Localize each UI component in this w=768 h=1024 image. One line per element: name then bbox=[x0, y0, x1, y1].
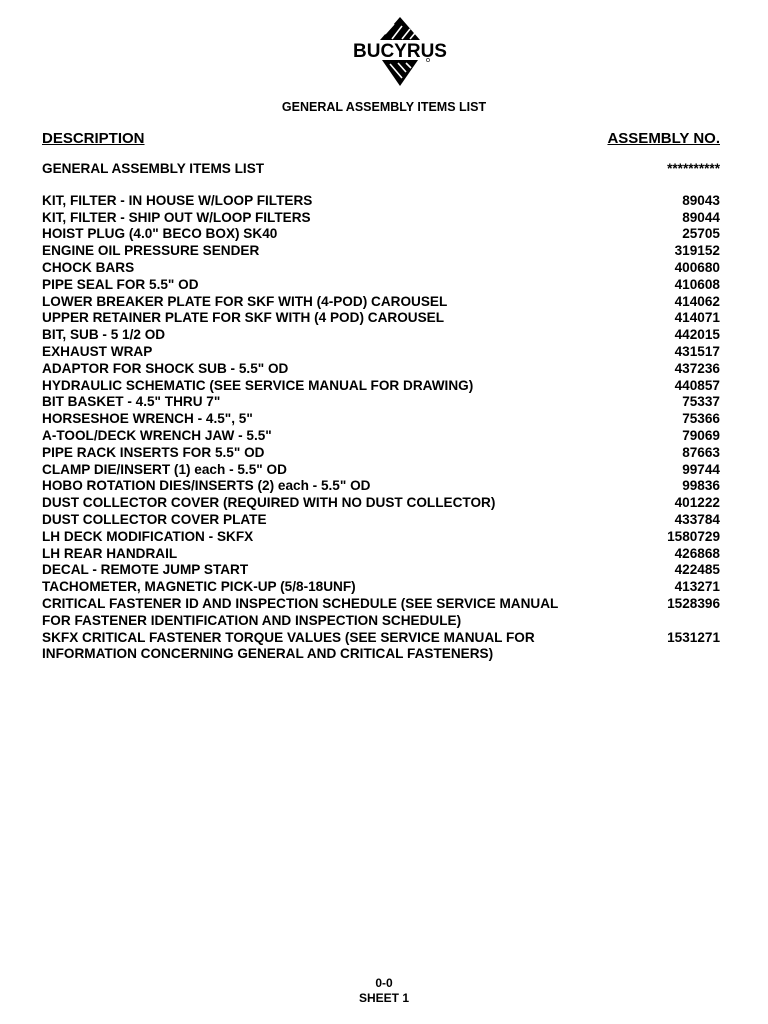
list-item bbox=[42, 478, 720, 495]
list-item bbox=[42, 210, 720, 227]
item-assembly-number: 437236 bbox=[674, 360, 720, 376]
list-item bbox=[42, 512, 720, 529]
item-description: PIPE SEAL FOR 5.5" OD bbox=[42, 276, 199, 292]
item-assembly-number: 414062 bbox=[674, 293, 720, 309]
list-item bbox=[42, 579, 720, 596]
list-item bbox=[42, 630, 720, 664]
bucyrus-logo bbox=[340, 14, 460, 92]
item-assembly-number: 79069 bbox=[682, 427, 720, 443]
item-description: HOBO ROTATION DIES/INSERTS (2) each - 5.5" OD bbox=[42, 478, 371, 494]
item-assembly-number: 433784 bbox=[674, 511, 720, 527]
item-description: LH REAR HANDRAIL bbox=[42, 545, 178, 561]
item-assembly-number: 99744 bbox=[682, 461, 720, 477]
item-assembly-number: 400680 bbox=[674, 259, 720, 275]
item-description: LOWER BREAKER PLATE FOR SKF WITH (4-POD) CAROUSEL bbox=[42, 293, 448, 309]
sheet-number: SHEET 1 bbox=[358, 991, 409, 1005]
item-assembly-number: 431517 bbox=[674, 343, 720, 359]
document-title: GENERAL ASSEMBLY ITEMS LIST bbox=[281, 100, 487, 114]
item-assembly-number: 89043 bbox=[682, 192, 720, 208]
item-assembly-number: 25705 bbox=[682, 226, 720, 242]
item-description: CLAMP DIE/INSERT (1) each - 5.5" OD bbox=[42, 461, 287, 477]
list-item bbox=[42, 277, 720, 294]
item-assembly-number: 89044 bbox=[682, 209, 720, 225]
list-item bbox=[42, 344, 720, 361]
list-item bbox=[42, 361, 720, 378]
item-description: CRITICAL FASTENER ID AND INSPECTION SCHEDULE (SEE SERVICE MANUAL FOR FASTENER IDENTIFICATION AND INSPECTION SCHEDULE) bbox=[42, 595, 559, 628]
list-item bbox=[42, 529, 720, 546]
assembly-number-column-header: ASSEMBLY NO. bbox=[607, 130, 720, 147]
item-assembly-number: 442015 bbox=[674, 327, 720, 343]
item-description: ADAPTOR FOR SHOCK SUB - 5.5" OD bbox=[42, 360, 289, 376]
list-item bbox=[42, 294, 720, 311]
list-item bbox=[42, 562, 720, 579]
item-assembly-number: 440857 bbox=[674, 377, 720, 393]
description-column-header: DESCRIPTION bbox=[42, 130, 145, 147]
item-description: PIPE RACK INSERTS FOR 5.5" OD bbox=[42, 444, 265, 460]
list-item bbox=[42, 226, 720, 243]
item-description: GENERAL ASSEMBLY ITEMS LIST bbox=[42, 161, 265, 176]
item-description: LH DECK MODIFICATION - SKFX bbox=[42, 528, 254, 544]
item-assembly-number: 1580729 bbox=[667, 528, 720, 544]
item-assembly-number: 1528396 bbox=[667, 595, 720, 611]
list-item bbox=[42, 327, 720, 344]
list-item bbox=[42, 462, 720, 479]
page-number: 0-0 bbox=[375, 976, 393, 990]
item-assembly-number: 1531271 bbox=[667, 629, 720, 645]
item-assembly-number: 414071 bbox=[674, 310, 720, 326]
item-assembly-number: 401222 bbox=[674, 495, 720, 511]
list-item bbox=[42, 546, 720, 563]
items-list bbox=[42, 161, 720, 663]
logo-wordmark: BUCYRUS bbox=[353, 41, 447, 62]
list-item bbox=[42, 445, 720, 462]
item-description: BIT BASKET - 4.5" THRU 7" bbox=[42, 394, 221, 410]
item-assembly-number: 99836 bbox=[682, 478, 720, 494]
item-description: SKFX CRITICAL FASTENER TORQUE VALUES (SEE SERVICE MANUAL FOR INFORMATION CONCERNING GENERAL AND CRITICAL FASTENERS) bbox=[42, 629, 535, 662]
item-description: A-TOOL/DECK WRENCH JAW - 5.5" bbox=[42, 427, 272, 443]
item-assembly-number: 426868 bbox=[674, 545, 720, 561]
list-item bbox=[42, 411, 720, 428]
list-item bbox=[42, 394, 720, 411]
item-description: HYDRAULIC SCHEMATIC (SEE SERVICE MANUAL FOR DRAWING) bbox=[42, 377, 474, 393]
item-description: CHOCK BARS bbox=[42, 259, 135, 275]
list-item bbox=[42, 310, 720, 327]
item-description: UPPER RETAINER PLATE FOR SKF WITH (4 POD) CAROUSEL bbox=[42, 310, 445, 326]
item-assembly-number: 410608 bbox=[674, 276, 720, 292]
item-description: DUST COLLECTOR COVER (REQUIRED WITH NO DUST COLLECTOR) bbox=[42, 495, 496, 511]
item-description: EXHAUST WRAP bbox=[42, 343, 153, 359]
list-item bbox=[42, 243, 720, 260]
list-item bbox=[42, 193, 720, 210]
item-description: KIT, FILTER - IN HOUSE W/LOOP FILTERS bbox=[42, 192, 313, 208]
item-assembly-number: 422485 bbox=[674, 562, 720, 578]
list-item bbox=[42, 428, 720, 445]
list-item bbox=[42, 161, 720, 178]
list-item bbox=[42, 495, 720, 512]
item-description: DUST COLLECTOR COVER PLATE bbox=[42, 511, 267, 527]
item-description: ENGINE OIL PRESSURE SENDER bbox=[42, 243, 260, 259]
item-assembly-number: 319152 bbox=[674, 243, 720, 259]
list-item bbox=[42, 596, 720, 630]
item-assembly-number: ********** bbox=[667, 161, 720, 176]
item-description: HOIST PLUG (4.0" BECO BOX) SK40 bbox=[42, 226, 278, 242]
item-assembly-number: 413271 bbox=[674, 579, 720, 595]
item-description: BIT, SUB - 5 1/2 OD bbox=[42, 327, 166, 343]
list-item bbox=[42, 260, 720, 277]
item-description: DECAL - REMOTE JUMP START bbox=[42, 562, 249, 578]
item-assembly-number: 75337 bbox=[682, 394, 720, 410]
item-description: TACHOMETER, MAGNETIC PICK-UP (5/8-18UNF) bbox=[42, 579, 356, 595]
list-item bbox=[42, 378, 720, 395]
item-description: KIT, FILTER - SHIP OUT W/LOOP FILTERS bbox=[42, 209, 311, 225]
item-assembly-number: 75366 bbox=[682, 411, 720, 427]
item-description: HORSESHOE WRENCH - 4.5", 5" bbox=[42, 411, 253, 427]
item-assembly-number: 87663 bbox=[682, 444, 720, 460]
